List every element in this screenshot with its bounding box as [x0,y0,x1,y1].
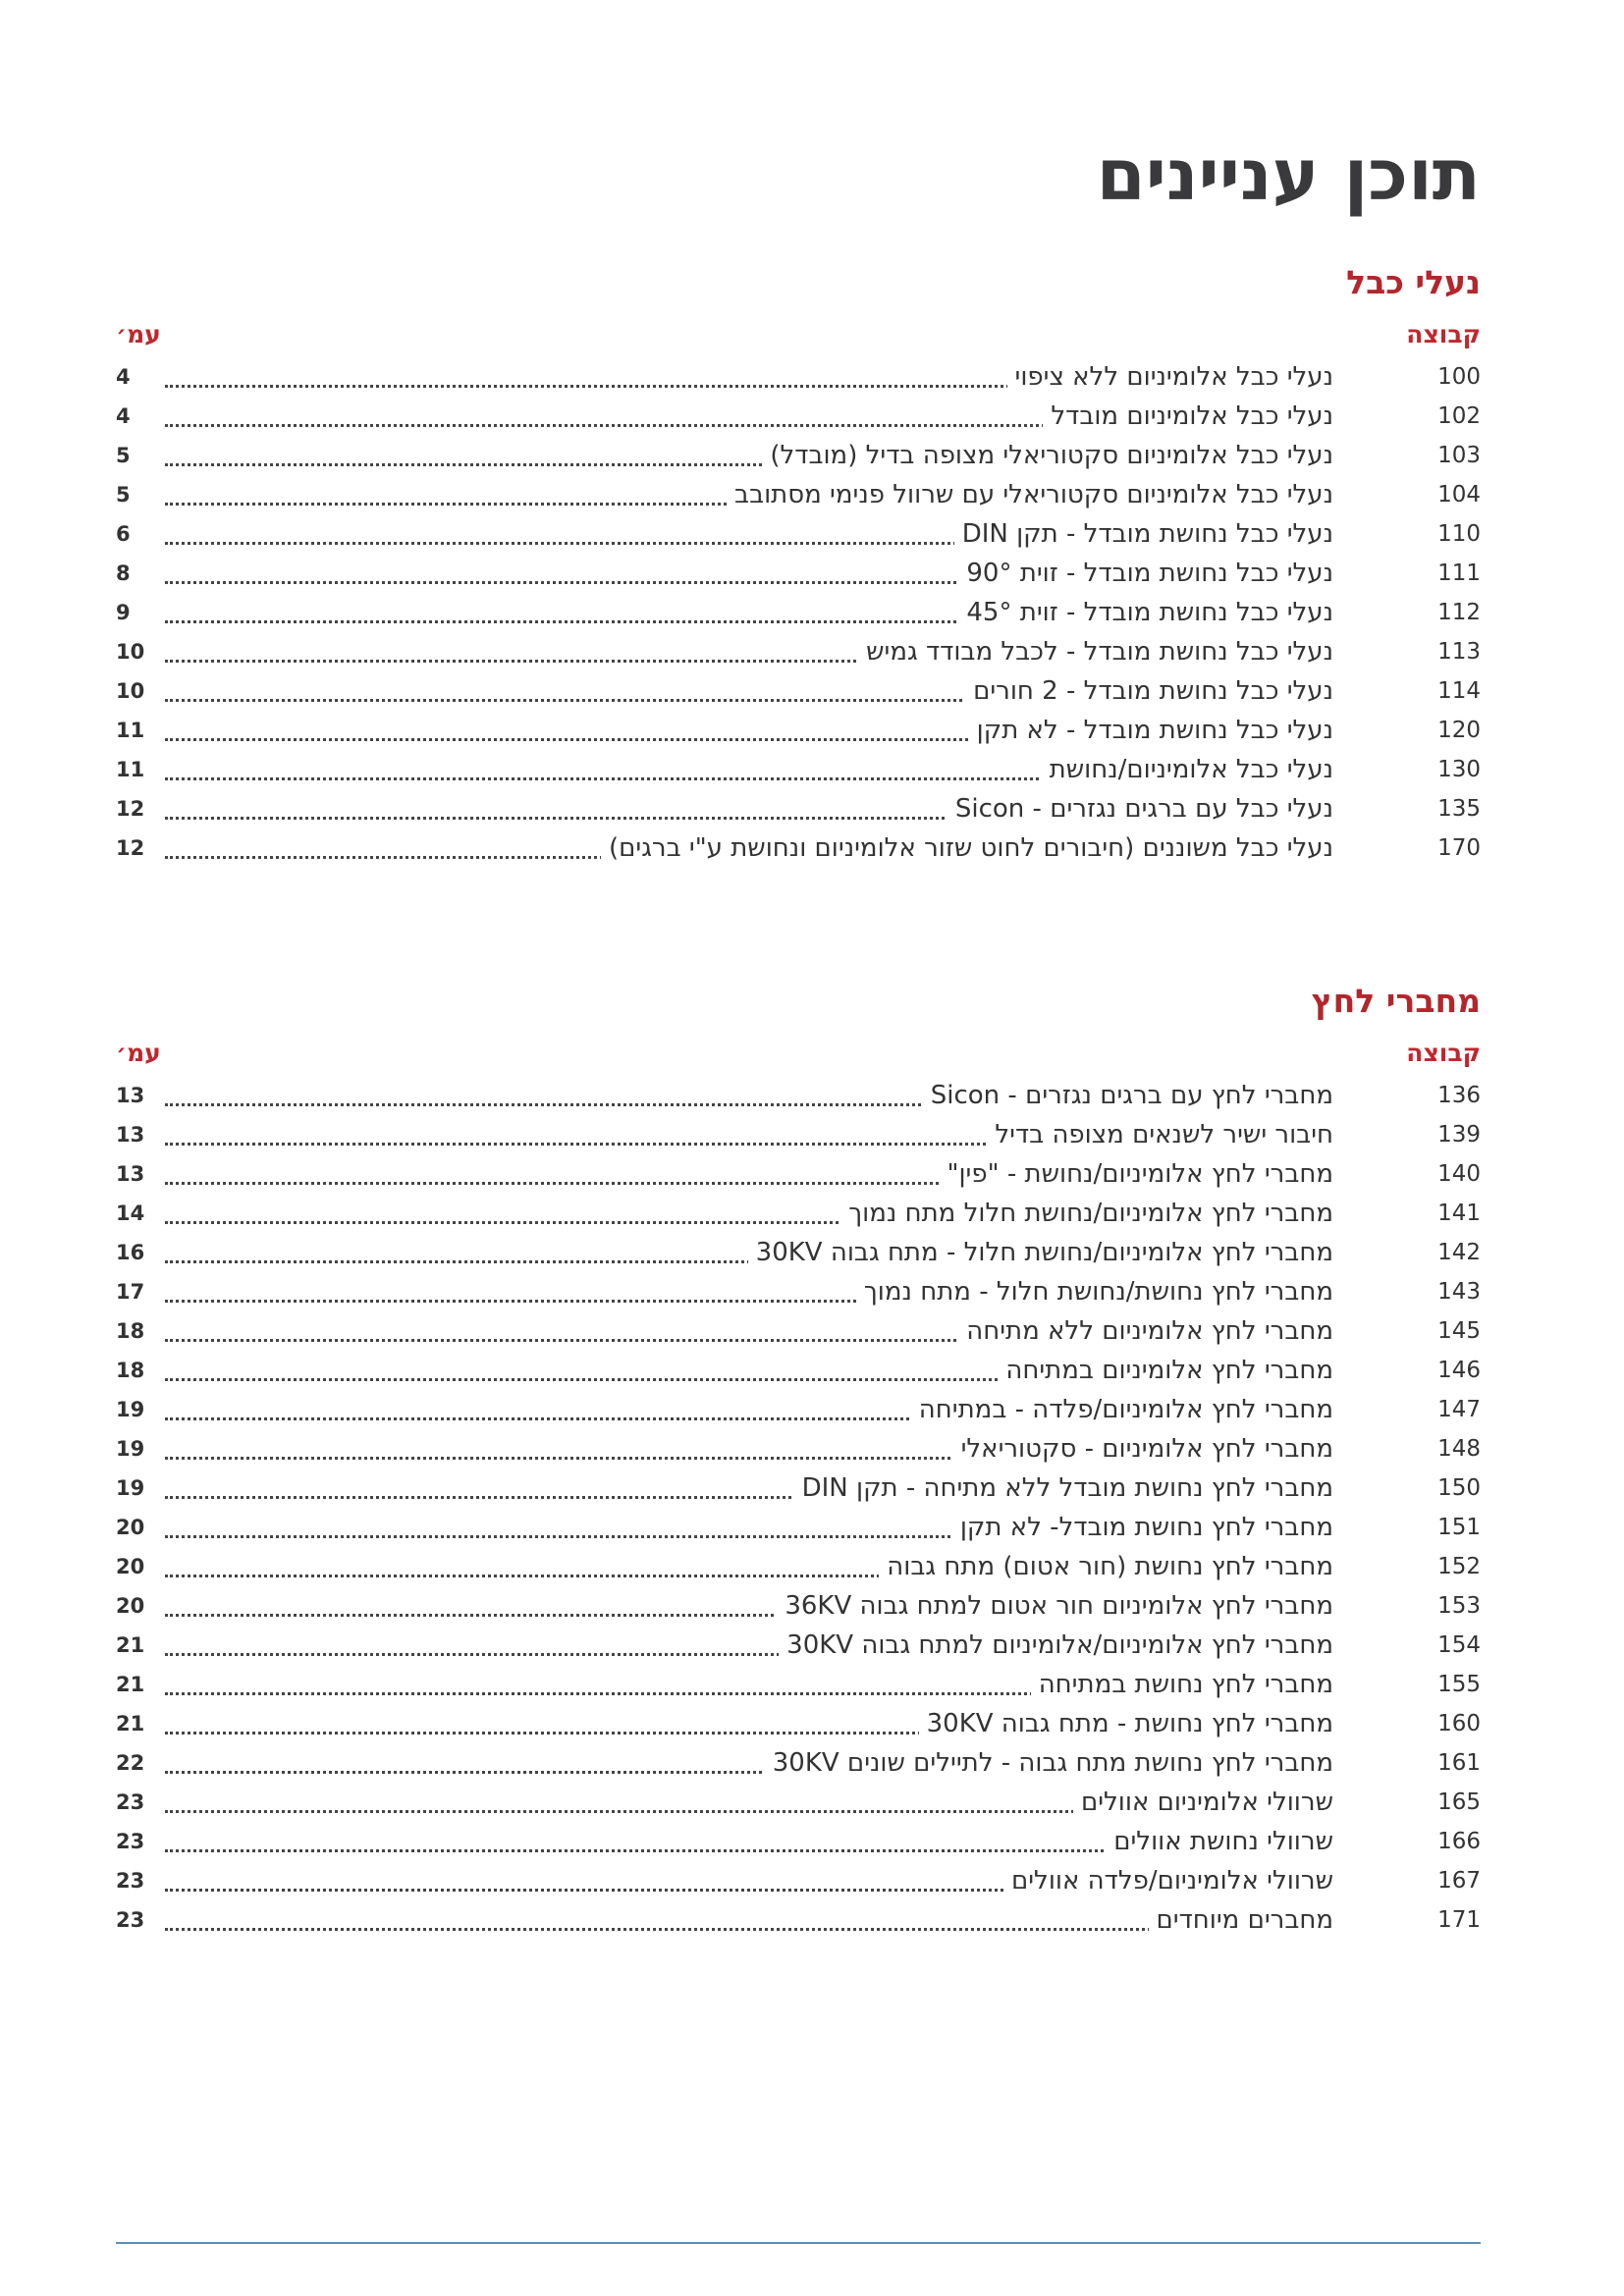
page-number: 13 [116,1123,145,1147]
entry-label: נעלי כבל נחושת מובדל - לכבל מבודד גמיש [858,632,1333,671]
toc-entry[interactable] [116,357,1481,397]
entry-label: נעלי כבל משוננים (חיבורים לחוט שזור אלומיניום ונחושת ע"י ברגים) [601,828,1333,868]
entry-label: מחברי לחץ אלומיניום/נחושת - "פין" [940,1154,1333,1194]
entry-label: חיבור ישיר לשנאים מצופה בדיל [987,1115,1333,1154]
page-number: 11 [116,758,145,781]
section-heading-compression-connectors: מחברי לחץ [1311,982,1481,1020]
group-code: 148 [1437,1436,1481,1462]
toc-entry[interactable] [116,1665,1481,1704]
toc-entry[interactable] [116,514,1481,554]
page-column-header: עמ׳ [116,1039,161,1067]
toc-entry[interactable] [116,1194,1481,1233]
page-number: 16 [116,1241,145,1264]
entry-label: נעלי כבל נחושת מובדל - זוית 45° [958,593,1333,632]
entry-label: מחברי לחץ אלומיניום חור אטום למתח גבוה 36KV [777,1586,1333,1626]
toc-entry[interactable] [116,1743,1481,1783]
entry-label: נעלי כבל אלומיניום סקטוריאלי מצופה בדיל (מובדל) [762,436,1333,475]
footer-divider [116,2242,1481,2244]
group-code: 153 [1437,1593,1481,1619]
toc-entry[interactable] [116,1390,1481,1429]
page-number: 10 [116,640,145,664]
toc-entry[interactable] [116,1311,1481,1351]
group-code: 100 [1437,364,1481,390]
group-code: 103 [1437,443,1481,468]
toc-entry[interactable] [116,828,1481,868]
entry-label: נעלי כבל נחושת מובדל - לא תקן [969,711,1333,750]
entry-label: מחברי לחץ אלומיניום/אלומיניום למתח גבוה 30KV [779,1626,1333,1665]
entry-label: מחברי לחץ נחושת מובדל ללא מתיחה - תקן DIN [794,1468,1333,1508]
page-number: 17 [116,1280,145,1304]
entry-label: מחברי לחץ אלומיניום/פלדה - במתיחה [911,1390,1333,1429]
toc-entry[interactable] [116,1861,1481,1900]
entry-label: מחברי לחץ אלומיניום ללא מתיחה [958,1311,1333,1351]
group-code: 111 [1437,561,1481,586]
group-code: 150 [1437,1475,1481,1501]
group-code: 112 [1437,600,1481,625]
toc-entry[interactable] [116,1626,1481,1665]
group-code: 130 [1437,757,1481,782]
group-column-header: קבוצה [1406,1039,1481,1067]
group-code: 136 [1437,1083,1481,1108]
entry-label: שרוולי אלומיניום/פלדה אוולים [1003,1861,1333,1900]
entry-label: מחברי לחץ נחושת במתיחה [1031,1665,1333,1704]
entry-label: נעלי כבל אלומיניום ללא ציפוי [1007,357,1333,397]
page-title: תוכן עניינים [1096,133,1481,216]
toc-entry[interactable] [116,711,1481,750]
entry-label: נעלי כבל נחושת מובדל - 2 חורים [965,671,1333,711]
entry-label: מחברי לחץ אלומיניום/נחושת חלול - מתח גבוה 30KV [748,1233,1333,1272]
group-code: 142 [1437,1240,1481,1265]
page-number: 9 [116,601,131,624]
toc-entry[interactable] [116,554,1481,593]
entry-label: שרוולי אלומיניום אוולים [1073,1783,1333,1822]
group-code: 146 [1437,1358,1481,1383]
toc-entry[interactable] [116,436,1481,475]
page-number: 4 [116,404,131,428]
toc-entry[interactable] [116,671,1481,711]
toc-entry[interactable] [116,397,1481,436]
entry-label: מחברי לחץ נחושת מובדל- לא תקן [952,1508,1333,1547]
group-code: 114 [1437,678,1481,704]
page-number: 23 [116,1830,145,1853]
page-number: 8 [116,561,131,585]
toc-entry[interactable] [116,1233,1481,1272]
entry-label: מחברי לחץ נחושת/נחושת חלול - מתח נמוך [856,1272,1333,1311]
toc-entry[interactable] [116,593,1481,632]
page-number: 19 [116,1476,145,1500]
toc-entry[interactable] [116,1429,1481,1468]
toc-entry[interactable] [116,1547,1481,1586]
toc-entry[interactable] [116,632,1481,671]
entry-label: מחברי לחץ אלומיניום במתיחה [998,1351,1333,1390]
entry-label: מחברי לחץ נחושת (חור אטום) מתח גבוה [879,1547,1333,1586]
group-code: 166 [1437,1829,1481,1854]
group-code: 102 [1437,403,1481,429]
page-number: 18 [116,1359,145,1382]
group-column-header: קבוצה [1406,320,1481,348]
page-number: 20 [116,1555,145,1578]
page-number: 5 [116,483,131,507]
entry-label: מחברי לחץ נחושת מתח גבוה - לתיילים שונים 30KV [765,1743,1333,1783]
toc-entry[interactable] [116,1351,1481,1390]
toc-entry[interactable] [116,1154,1481,1194]
page-number: 22 [116,1751,145,1775]
toc-entry[interactable] [116,475,1481,514]
entry-label: מחברי לחץ אלומיניום/נחושת חלול מתח נמוך [840,1194,1333,1233]
page-number: 23 [116,1908,145,1932]
toc-list-cable-lugs [116,357,1481,868]
page-number: 4 [116,365,131,389]
group-code: 104 [1437,482,1481,507]
page-number: 21 [116,1712,145,1735]
group-code: 154 [1437,1632,1481,1658]
group-code: 110 [1437,521,1481,547]
toc-entry[interactable] [116,789,1481,828]
entry-label: נעלי כבל אלומיניום סקטוריאלי עם שרוול פנימי מסתובב [727,475,1333,514]
group-code: 120 [1437,718,1481,743]
group-code: 113 [1437,639,1481,665]
page-number: 19 [116,1398,145,1421]
toc-entry[interactable] [116,1272,1481,1311]
entry-label: נעלי כבל אלומיניום/נחושת [1042,750,1333,789]
group-code: 165 [1437,1789,1481,1815]
page-number: 13 [116,1162,145,1186]
page-number: 20 [116,1516,145,1539]
entry-label: שרוולי נחושת אוולים [1106,1822,1333,1861]
entry-label: מחברים מיוחדים [1149,1900,1334,1940]
page-number: 11 [116,719,145,742]
page-number: 20 [116,1594,145,1618]
group-code: 135 [1437,796,1481,822]
page-number: 19 [116,1437,145,1461]
toc-entry[interactable] [116,1115,1481,1154]
toc-entry[interactable] [116,1468,1481,1508]
group-code: 167 [1437,1868,1481,1894]
toc-entry[interactable] [116,1704,1481,1743]
group-code: 139 [1437,1122,1481,1148]
toc-entry[interactable] [116,1076,1481,1115]
group-code: 143 [1437,1279,1481,1305]
toc-entry[interactable] [116,1586,1481,1626]
page-number: 6 [116,522,131,546]
group-code: 170 [1437,835,1481,861]
entry-label: נעלי כבל אלומיניום מובדל [1043,397,1333,436]
entry-label: נעלי כבל עם ברגים נגזרים - Sicon [947,789,1333,828]
page-number: 12 [116,836,145,860]
group-code: 161 [1437,1750,1481,1776]
toc-list-compression-connectors [116,1076,1481,1940]
entry-label: מחברי לחץ נחושת - מתח גבוה 30KV [919,1704,1333,1743]
group-code: 141 [1437,1201,1481,1226]
toc-entry[interactable] [116,1822,1481,1861]
group-code: 140 [1437,1161,1481,1187]
group-code: 152 [1437,1554,1481,1579]
page-number: 10 [116,679,145,703]
page-number: 23 [116,1790,145,1814]
section-heading-cable-lugs: נעלי כבל [1346,263,1481,301]
page-number: 23 [116,1869,145,1893]
page-number: 18 [116,1319,145,1343]
page-number: 21 [116,1673,145,1696]
group-code: 160 [1437,1711,1481,1736]
entry-label: מחברי לחץ עם ברגים נגזרים - Sicon [923,1076,1333,1115]
group-code: 171 [1437,1907,1481,1933]
group-code: 151 [1437,1515,1481,1540]
group-code: 155 [1437,1672,1481,1697]
group-code: 147 [1437,1397,1481,1422]
toc-entry[interactable] [116,1900,1481,1940]
toc-entry[interactable] [116,750,1481,789]
page-number: 12 [116,797,145,821]
entry-label: נעלי כבל נחושת מובדל - זוית 90° [958,554,1333,593]
page-number: 13 [116,1084,145,1107]
toc-entry[interactable] [116,1508,1481,1547]
page-number: 21 [116,1633,145,1657]
group-code: 145 [1437,1318,1481,1344]
page-column-header: עמ׳ [116,320,161,348]
entry-label: נעלי כבל נחושת מובדל - תקן DIN [954,514,1333,554]
toc-entry[interactable] [116,1783,1481,1822]
page-number: 5 [116,444,131,467]
entry-label: מחברי לחץ אלומיניום - סקטוריאלי [953,1429,1333,1468]
page-number: 14 [116,1201,145,1225]
